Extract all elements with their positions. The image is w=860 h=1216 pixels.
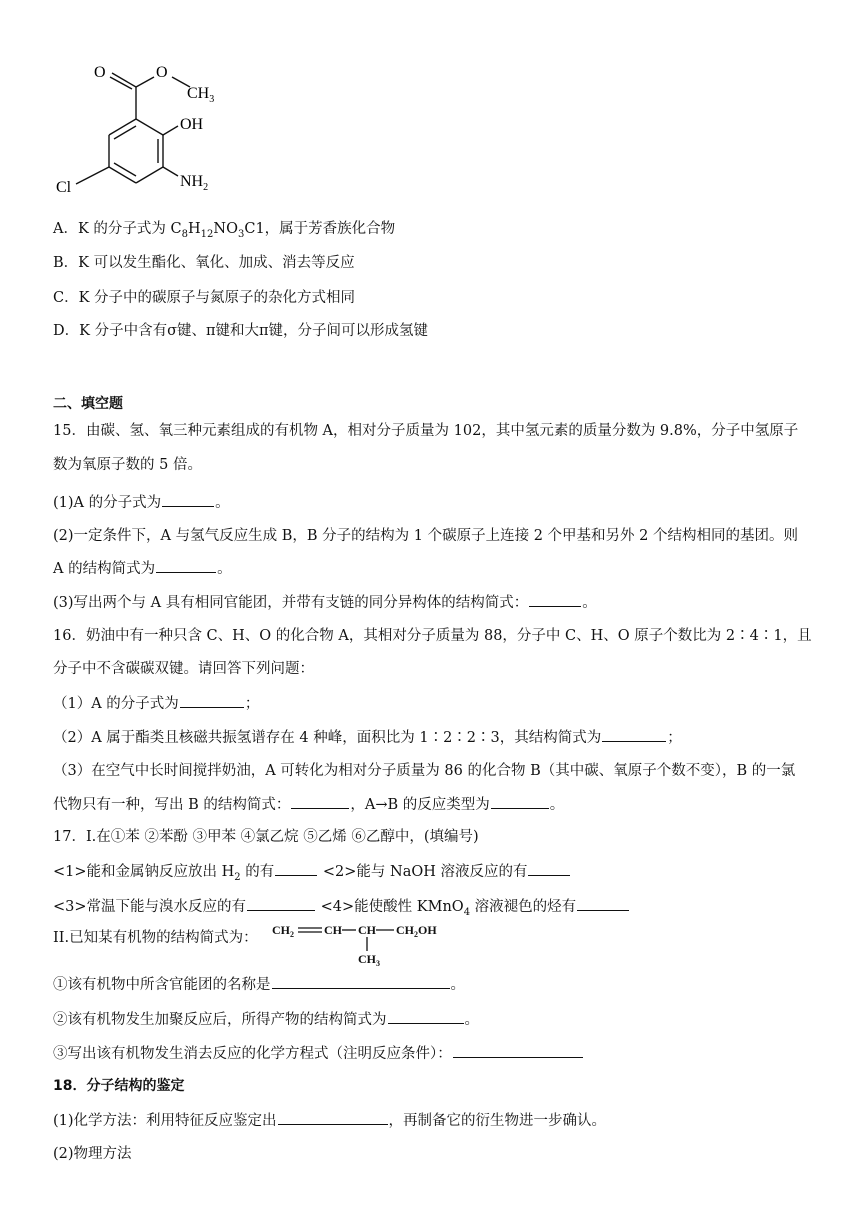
option-c: C．K 分子中的碳原子与氮原子的杂化方式相同 bbox=[53, 290, 356, 306]
q15-stem-line2: 数为氧原子数的 5 倍。 bbox=[53, 457, 202, 473]
q17-stem: 17．I.在①苯 ②苯酚 ③甲苯 ④氯乙烷 ⑤乙烯 ⑥乙醇中，(填编号) bbox=[53, 829, 479, 845]
svg-text:CH2OH: $CH_2OH$ bbox=[396, 923, 437, 939]
oh-label: OH bbox=[180, 116, 204, 133]
answer-blank[interactable] bbox=[272, 974, 450, 989]
q16-part3-line2: 代物只有一种，写出 B 的结构简式： ，A→B 的反应类型为 。 bbox=[53, 794, 564, 815]
answer-blank[interactable] bbox=[529, 592, 581, 607]
option-a: A．K 的分子式为 $C_8H_{12}NO_3C1$，属于芳香族化合物 bbox=[53, 221, 396, 240]
q18-part2: (2)物理方法 bbox=[53, 1146, 132, 1162]
q15-part2-line1: (2)一定条件下，A 与氢气反应生成 B，B 分子的结构为 1 个碳原子上连接 2 个甲基和另外 2 个结构相同的基团。则 bbox=[53, 528, 798, 544]
answer-blank[interactable] bbox=[602, 727, 666, 742]
q17-part2-q1: ①该有机物中所含官能团的名称是 。 bbox=[53, 974, 465, 995]
cl-label: Cl bbox=[56, 179, 72, 196]
q17-part2-q3: ③写出该有机物发生消去反应的化学方程式（注明反应条件）： bbox=[53, 1043, 584, 1064]
ch-branch-group: CH bbox=[358, 923, 376, 937]
nh2-label: NH bbox=[180, 173, 204, 190]
ester-o-label: O bbox=[156, 64, 168, 81]
q17-part2-q2: ②该有机物发生加聚反应后，所得产物的结构简式为 。 bbox=[53, 1009, 479, 1030]
molecule-k-structure bbox=[50, 50, 250, 210]
q16-part2: （2）A 属于酯类且核磁共振氢谱存在 4 种峰，面积比为 1∶2∶2∶3，其结构简式为 ； bbox=[53, 727, 682, 748]
q18-part1: (1)化学方法：利用特征反应鉴定出 ，再制备它的衍生物进一步确认。 bbox=[53, 1110, 606, 1131]
answer-blank[interactable] bbox=[180, 693, 244, 708]
option-d: D．K 分子中含有σ键、π键和大π键，分子间可以形成氢键 bbox=[53, 323, 429, 339]
ch2oh-group: CH bbox=[396, 923, 414, 937]
q16-stem-line1: 16．奶油中有一种只含 C、H、O 的化合物 A，其相对分子质量为 88，分子中 C、H、O 原子个数比为 2∶4∶1，且 bbox=[53, 628, 812, 644]
answer-blank[interactable] bbox=[291, 794, 349, 809]
svg-text:CH2: $CH_2$ bbox=[272, 923, 294, 939]
q17-sub12: <1>能和金属钠反应放出 $H_2$ 的有 <2>能与 NaOH 溶液反应的有 bbox=[53, 861, 571, 888]
answer-blank[interactable] bbox=[156, 558, 216, 573]
answer-blank[interactable] bbox=[577, 896, 629, 911]
answer-blank[interactable] bbox=[278, 1110, 388, 1125]
answer-blank[interactable] bbox=[162, 492, 214, 507]
answer-blank[interactable] bbox=[528, 861, 570, 876]
carbonyl-o-label: O bbox=[94, 64, 106, 81]
q18-title: 18．分子结构的鉴定 bbox=[53, 1078, 185, 1094]
answer-blank[interactable] bbox=[453, 1043, 583, 1058]
q17-part2-intro: II.已知某有机物的结构简式为： bbox=[53, 930, 258, 946]
svg-text:CH3: $CH_3$ bbox=[358, 952, 380, 968]
q15-part1: (1)A 的分子式为 。 bbox=[53, 492, 230, 513]
svg-text:NH2: $NH_2$ bbox=[180, 173, 209, 193]
q16-part3-line1: （3）在空气中长时间搅拌奶油，A 可转化为相对分子质量为 86 的化合物 B（其中碳、氧原子个数不变），B 的一氯 bbox=[53, 763, 796, 779]
ch2-group: CH bbox=[272, 923, 290, 937]
section-title: 二、填空题 bbox=[53, 396, 123, 412]
ch3-label: CH bbox=[187, 85, 210, 102]
ch3-group: CH bbox=[358, 952, 376, 966]
answer-blank[interactable] bbox=[491, 794, 549, 809]
q15-stem-line1: 15．由碳、氢、氧三种元素组成的有机物 A，相对分子质量为 102，其中氢元素的质量分数为 9.8%，分子中氢原子 bbox=[53, 423, 799, 439]
ch-group: CH bbox=[324, 923, 342, 937]
allyl-alcohol-structure bbox=[270, 918, 460, 968]
q15-part3: (3)写出两个与 A 具有相同官能团，并带有支链的同分异构体的结构简式： 。 bbox=[53, 592, 597, 613]
q15-part2-line2: A 的结构简式为 。 bbox=[53, 558, 232, 579]
answer-blank[interactable] bbox=[247, 896, 315, 911]
q17-sub34: <3>常温下能与溴水反应的有 <4>能使酸性 KMnO$_4$ 溶液褪色的烃有 bbox=[53, 896, 630, 923]
svg-text:CH3: $CH_3$ bbox=[187, 85, 215, 105]
option-b: B．K 可以发生酯化、氧化、加成、消去等反应 bbox=[53, 255, 355, 271]
answer-blank[interactable] bbox=[275, 861, 317, 876]
answer-blank[interactable] bbox=[388, 1009, 464, 1024]
q16-part1: （1）A 的分子式为 ； bbox=[53, 693, 259, 714]
q16-stem-line2: 分子中不含碳碳双键。请回答下列问题： bbox=[53, 661, 314, 677]
